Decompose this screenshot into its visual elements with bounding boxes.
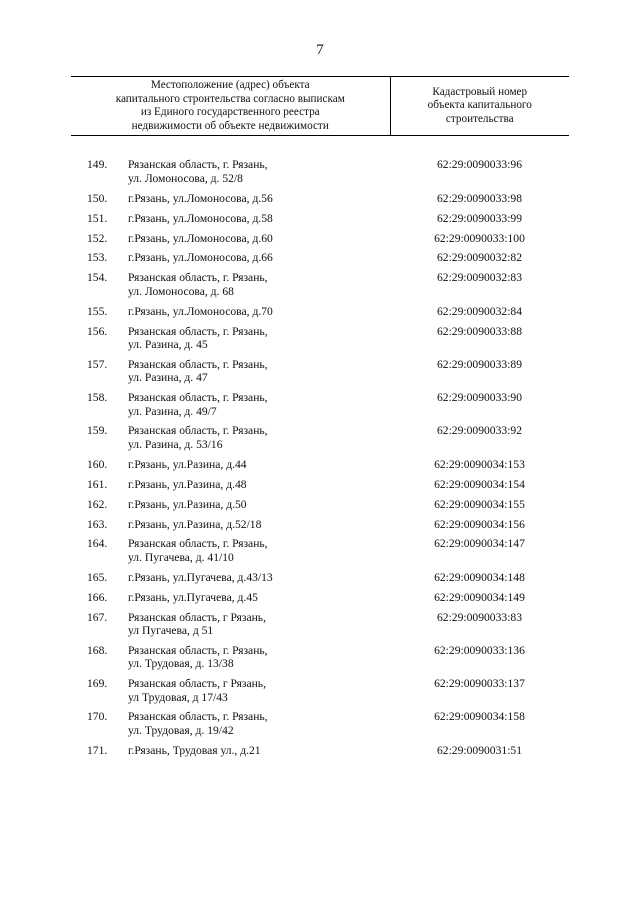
row-cadastral-number: 62:29:0090033:90 — [436, 391, 523, 405]
page-number: 7 — [316, 42, 324, 58]
table-row — [71, 741, 569, 761]
row-address: Рязанская область, г. Рязань, ул. Разина, д. 47 — [128, 357, 268, 385]
row-cadastral-number: 62:29:0090034:153 — [434, 457, 525, 471]
table-row — [71, 248, 569, 268]
table-row — [71, 674, 569, 707]
row-cadastral-number: 62:29:0090034:147 — [434, 537, 525, 551]
row-cadastral-number: 62:29:0090032:82 — [436, 251, 523, 265]
table-header — [71, 77, 569, 136]
table-row — [71, 534, 569, 567]
row-address: г.Рязань, ул.Разина, д.52/18 — [128, 517, 262, 531]
row-cadastral-number: 62:29:0090033:136 — [434, 643, 525, 657]
row-address: г.Рязань, ул.Ломоносова, д.70 — [128, 304, 273, 318]
table-row — [71, 641, 569, 674]
table-row — [71, 355, 569, 388]
row-cadastral-number: 62:29:0090033:92 — [436, 424, 523, 438]
row-number: 149. — [87, 158, 108, 172]
table-row — [71, 302, 569, 322]
table-row — [71, 136, 569, 189]
row-cadastral-number: 62:29:0090033:96 — [436, 158, 523, 172]
row-number: 151. — [87, 211, 108, 225]
row-cadastral-number: 62:29:0090033:137 — [434, 677, 525, 691]
row-cadastral-number: 62:29:0090034:156 — [434, 517, 525, 531]
table-row — [71, 209, 569, 229]
table-row — [71, 421, 569, 454]
row-cadastral-number: 62:29:0090034:149 — [434, 590, 525, 604]
row-address: г.Рязань, ул.Разина, д.48 — [128, 477, 247, 491]
row-number: 155. — [87, 304, 108, 318]
row-cadastral-number: 62:29:0090033:98 — [436, 191, 523, 205]
row-number: 165. — [87, 570, 108, 584]
row-cadastral-number: 62:29:0090031:51 — [436, 743, 523, 757]
table-row — [71, 322, 569, 355]
row-address: Рязанская область, г. Рязань, ул. Пугачева, д. 41/10 — [128, 537, 268, 564]
row-number: 161. — [87, 477, 108, 491]
row-address: Рязанская область, г. Рязань, ул. Трудовая, д. 13/38 — [128, 643, 268, 671]
table-row — [71, 568, 569, 588]
header-address: Местоположение (адрес) объекта капитального строительства согласно выпискам из Единого государственного реестра недвижимости об объекте недвижимости — [71, 77, 390, 136]
row-cadastral-number: 62:29:0090033:99 — [436, 211, 523, 225]
table-row — [71, 475, 569, 495]
row-address: Рязанская область, г. Рязань, ул. Ломоносова, д. 68 — [128, 271, 268, 298]
row-cadastral-number: 62:29:0090032:84 — [436, 304, 523, 318]
row-address: г.Рязань, Трудовая ул., д.21 — [128, 743, 261, 757]
row-address: г.Рязань, ул.Ломоносова, д.60 — [128, 231, 273, 245]
row-number: 164. — [87, 537, 108, 551]
row-cadastral-number: 62:29:0090034:154 — [434, 477, 525, 491]
row-number: 170. — [87, 710, 108, 724]
row-address: г.Рязань, ул.Разина, д.50 — [128, 497, 247, 511]
row-address: Рязанская область, г Рязань, ул Трудовая, д 17/43 — [128, 677, 266, 704]
row-cadastral-number: 62:29:0090034:158 — [434, 710, 525, 724]
table-row — [71, 588, 569, 608]
row-number: 153. — [87, 251, 108, 265]
table-row — [71, 455, 569, 475]
row-number: 156. — [87, 324, 108, 338]
table-row — [71, 495, 569, 515]
row-address: г.Рязань, ул.Ломоносова, д.66 — [128, 251, 273, 265]
row-address: г.Рязань, ул.Пугачева, д.43/13 — [128, 570, 273, 584]
row-address: Рязанская область, г. Рязань, ул. Разина, д. 45 — [128, 324, 268, 351]
row-number: 168. — [87, 643, 108, 657]
row-number: 150. — [87, 191, 108, 205]
row-number: 160. — [87, 457, 108, 471]
row-address: Рязанская область, г. Рязань, ул. Разина, д. 49/7 — [128, 391, 268, 418]
objects-table — [71, 76, 569, 761]
row-number: 171. — [87, 743, 108, 757]
table-row — [71, 515, 569, 535]
row-cadastral-number: 62:29:0090033:89 — [436, 357, 523, 371]
row-number: 169. — [87, 677, 108, 691]
row-number: 159. — [87, 424, 108, 438]
row-number: 166. — [87, 590, 108, 604]
row-number: 162. — [87, 497, 108, 511]
row-number: 157. — [87, 357, 108, 371]
table-row — [71, 189, 569, 209]
table-body — [71, 136, 569, 761]
row-cadastral-number: 62:29:0090034:148 — [434, 570, 525, 584]
row-cadastral-number: 62:29:0090034:155 — [434, 497, 525, 511]
table-row — [71, 229, 569, 249]
row-number: 152. — [87, 231, 108, 245]
row-address: г.Рязань, ул.Ломоносова, д.58 — [128, 211, 273, 225]
table-row — [71, 388, 569, 421]
row-address: г.Рязань, ул.Ломоносова, д.56 — [128, 191, 273, 205]
row-cadastral-number: 62:29:0090033:100 — [434, 231, 525, 245]
row-address: г.Рязань, ул.Пугачева, д.45 — [128, 590, 258, 604]
row-address: Рязанская область, г. Рязань, ул. Трудовая, д. 19/42 — [128, 710, 268, 737]
row-number: 167. — [87, 610, 108, 624]
row-cadastral-number: 62:29:0090032:83 — [436, 271, 523, 285]
row-address: Рязанская область, г Рязань, ул Пугачева, д 51 — [128, 610, 266, 637]
row-number: 158. — [87, 391, 108, 405]
row-address: Рязанская область, г. Рязань, ул. Ломоносова, д. 52/8 — [128, 158, 268, 185]
row-number: 154. — [87, 271, 108, 285]
table-row — [71, 707, 569, 740]
row-address: г.Рязань, ул.Разина, д.44 — [128, 457, 247, 471]
table-row — [71, 608, 569, 641]
row-cadastral-number: 62:29:0090033:83 — [436, 610, 523, 624]
row-number: 163. — [87, 517, 108, 531]
row-address: Рязанская область, г. Рязань, ул. Разина, д. 53/16 — [128, 424, 268, 451]
header-cadastral-number: Кадастровый номер объекта капитального строительства — [390, 77, 569, 136]
row-cadastral-number: 62:29:0090033:88 — [436, 324, 523, 338]
table-row — [71, 268, 569, 301]
